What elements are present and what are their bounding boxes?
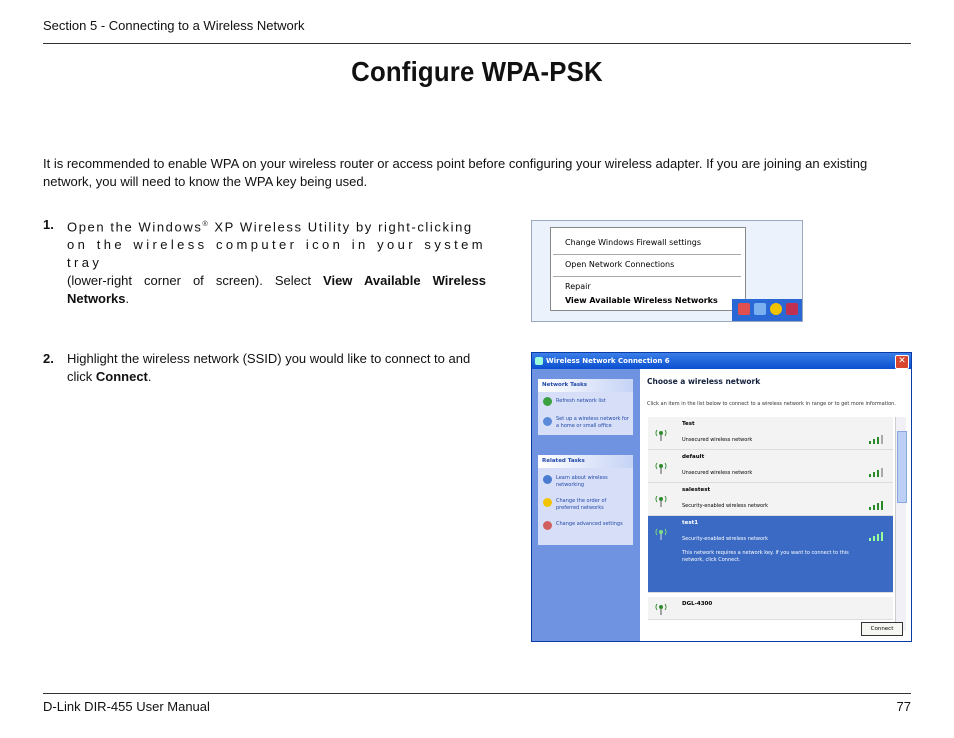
network-status: Security-enabled wireless network	[682, 503, 769, 509]
scrollbar-thumb[interactable]	[897, 431, 907, 503]
settings-icon	[543, 521, 552, 530]
close-icon[interactable]: ✕	[895, 355, 909, 369]
wireless-antenna-icon	[654, 601, 668, 615]
manual-title: D-Link DIR-455 User Manual	[43, 699, 210, 714]
network-status: Unsecured wireless network	[682, 437, 753, 443]
network-tasks-panel	[538, 379, 633, 435]
menu-separator	[553, 276, 741, 277]
context-menu-screenshot	[531, 220, 803, 322]
step-text	[67, 350, 486, 386]
menu-item-view-wireless-networks[interactable]: View Available Wireless Networks	[565, 296, 718, 305]
related-tasks-panel	[538, 455, 633, 545]
network-name: salestest	[682, 487, 711, 493]
step-text-part: .	[147, 369, 152, 384]
network-name: Test	[682, 421, 695, 427]
wireless-antenna-icon	[654, 493, 668, 507]
footer-divider	[43, 693, 911, 694]
menu-separator	[553, 254, 741, 255]
network-row[interactable]	[648, 597, 893, 620]
tray-context-menu	[550, 227, 746, 311]
window-title: Wireless Network Connection 6	[546, 357, 670, 365]
registered-mark: ®	[202, 221, 210, 228]
network-name: test1	[682, 520, 699, 526]
panel-heading: Network Tasks	[538, 379, 633, 392]
network-detail: This network requires a network key. If you want to connect to this network, click Connect.	[682, 550, 849, 563]
security-icon[interactable]	[770, 303, 782, 315]
pane-description: Click an item in the list below to connect to a wireless network in range or to get more information.	[647, 401, 896, 407]
signal-strength-icon	[869, 501, 887, 510]
signal-strength-icon	[869, 532, 887, 541]
intro-paragraph: It is recommended to enable WPA on your wireless router or access point before configuring your wireless adapter. If you are joining an existing network, you will need to know the WPA key being used.	[43, 156, 868, 189]
menu-item-network-connections[interactable]: Open Network Connections	[565, 260, 675, 269]
step-text-part: on the wireless computer icon in your system tray	[67, 237, 486, 271]
step-number: 2.	[43, 351, 54, 366]
task-change-advanced-settings[interactable]: Change advanced settings	[556, 521, 623, 527]
signal-strength-icon	[869, 468, 887, 477]
wireless-antenna-icon	[654, 427, 668, 441]
step-text-part: .	[125, 291, 130, 307]
task-setup-wireless-network[interactable]: Set up a wireless network for a home or small office	[556, 416, 629, 429]
shield-icon[interactable]	[738, 303, 750, 315]
network-icon[interactable]	[754, 303, 766, 315]
menu-item-repair[interactable]: Repair	[565, 282, 591, 291]
step-text-part: XP Wireless Utility by right-clicking	[209, 219, 473, 235]
header-divider	[43, 43, 911, 44]
system-tray	[732, 299, 802, 321]
refresh-icon	[543, 397, 552, 406]
task-learn-wireless[interactable]: Learn about wireless networking	[556, 475, 608, 488]
network-row[interactable]	[648, 450, 893, 483]
step-text	[67, 216, 486, 308]
page-title: Configure WPA-PSK	[351, 56, 603, 87]
network-row[interactable]	[648, 417, 893, 450]
network-name: DGL-4300	[682, 601, 713, 607]
task-pane	[532, 369, 640, 641]
step-emphasis: View Available Wireless Networks	[67, 273, 486, 307]
info-icon	[543, 475, 552, 484]
step-text-part: (lower-right corner of screen). Select	[67, 273, 324, 289]
wireless-antenna-icon	[654, 526, 668, 540]
wireless-app-icon	[535, 357, 543, 365]
page-number: 77	[896, 699, 911, 714]
task-refresh-network-list[interactable]: Refresh network list	[556, 398, 606, 404]
star-icon	[543, 498, 552, 507]
list-scrollbar[interactable]	[895, 417, 906, 631]
step-number: 1.	[43, 217, 54, 232]
wireless-antenna-icon	[654, 460, 668, 474]
section-header: Section 5 - Connecting to a Wireless Network	[43, 18, 305, 33]
network-status: Security-enabled wireless network	[682, 536, 769, 542]
network-row[interactable]	[648, 483, 893, 516]
window-title-bar	[532, 353, 911, 369]
signal-strength-icon	[869, 435, 887, 444]
network-status: Unsecured wireless network	[682, 470, 753, 476]
network-row-selected[interactable]	[648, 516, 893, 593]
network-list-pane	[640, 369, 911, 641]
panel-heading: Related Tasks	[538, 455, 633, 468]
wireless-window-screenshot	[531, 352, 912, 642]
pane-heading: Choose a wireless network	[647, 377, 761, 386]
connect-button[interactable]: Connect	[861, 622, 903, 636]
menu-item-firewall[interactable]: Change Windows Firewall settings	[565, 238, 702, 247]
setup-network-icon	[543, 417, 552, 426]
network-name: default	[682, 454, 705, 460]
step-text-part: Highlight the wireless network (SSID) you would like to connect to and click	[67, 351, 471, 384]
step-emphasis: Connect	[95, 369, 148, 384]
step-text-part: Open the Windows	[67, 219, 203, 235]
wireless-tray-icon[interactable]	[786, 303, 798, 315]
task-change-order[interactable]: Change the order of preferred networks	[556, 498, 607, 511]
